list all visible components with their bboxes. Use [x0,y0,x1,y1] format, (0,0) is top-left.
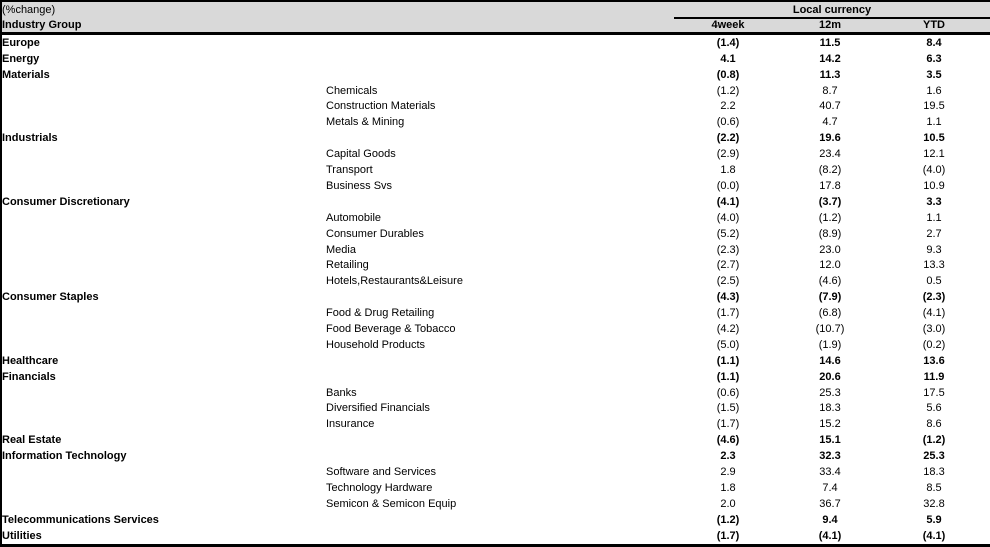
cell-4week: (1.7) [716,529,740,542]
cell-ytd: (2.3) [922,291,946,304]
cell-12m: 14.6 [819,354,841,367]
row-group-label [1,99,326,115]
row-group-label: Consumer Discretionary [2,195,130,208]
row-group-label [1,464,326,480]
cell-4week: (1.5) [716,402,740,415]
cell-ytd: 8.6 [926,418,942,431]
row-sector-label: Software and Services [326,465,437,478]
cell-12m: 14.2 [819,52,841,65]
cell-ytd: (0.2) [922,338,946,351]
cell-ytd: 18.3 [923,465,945,478]
cell-4week: 2.2 [720,100,736,113]
row-sector-label: Food & Drug Retailing [326,307,435,320]
cell-4week: (2.2) [716,132,740,145]
cell-12m: 18.3 [819,402,841,415]
table-row [1,416,990,432]
row-group-label [1,114,326,130]
cell-4week: (0.6) [716,386,740,399]
cell-4week: 1.8 [720,164,736,177]
percent-change-note: (%change) [1,1,326,18]
table-row [1,242,990,258]
cell-ytd: 12.1 [923,148,945,161]
table-row [1,83,990,99]
row-sector-label: Hotels,Restaurants&Leisure [326,275,463,288]
row-sector-label [326,528,674,546]
cell-ytd: 3.5 [926,68,942,81]
cell-ytd: 1.6 [926,84,942,97]
cell-4week: (4.2) [716,322,740,335]
currency-group-header: Local currency [674,1,990,18]
row-sector-label [326,51,674,67]
row-group-label: Information Technology [2,450,127,463]
row-sector-label [326,448,674,464]
row-group-label: Utilities [2,529,42,542]
cell-ytd: 5.6 [926,402,942,415]
table-row [1,67,990,83]
header-spacer [326,18,674,33]
table-row [1,130,990,146]
table-row [1,289,990,305]
table-row [1,162,990,178]
table-row [1,496,990,512]
cell-4week: 2.0 [720,497,736,510]
cell-12m: 33.4 [819,465,841,478]
cell-12m: 40.7 [819,100,841,113]
cell-ytd: 9.3 [926,243,942,256]
cell-12m: 25.3 [819,386,841,399]
table-row [1,528,990,546]
cell-12m: (8.9) [818,227,842,240]
row-sector-label [326,353,674,369]
cell-12m: 17.8 [819,179,841,192]
industry-group-header: Industry Group [1,18,326,33]
table-row [1,369,990,385]
cell-12m: 15.1 [819,434,841,447]
table-row [1,512,990,528]
row-sector-label [326,194,674,210]
cell-12m: 9.4 [822,513,838,526]
cell-4week: (5.2) [716,227,740,240]
cell-4week: (2.9) [716,148,740,161]
table-row [1,226,990,242]
row-sector-label [326,67,674,83]
cell-12m: 11.5 [819,36,841,49]
row-group-label [1,480,326,496]
cell-12m: 23.4 [819,148,841,161]
row-group-label [1,305,326,321]
cell-12m: (1.2) [818,211,842,224]
cell-12m: 11.3 [819,68,841,81]
row-group-label [1,385,326,401]
cell-ytd: (1.2) [922,434,946,447]
header-row-columns [1,18,990,33]
cell-ytd: 13.3 [923,259,945,272]
table-row [1,178,990,194]
row-group-label [1,273,326,289]
cell-ytd: 17.5 [923,386,945,399]
cell-ytd: 5.9 [926,513,942,526]
cell-ytd: (3.0) [922,322,946,335]
table-row [1,337,990,353]
cell-12m: 36.7 [819,497,841,510]
cell-4week: (1.4) [716,36,740,49]
cell-12m: 12.0 [819,259,841,272]
cell-ytd: 11.9 [923,370,945,383]
table-row [1,210,990,226]
row-sector-label: Banks [326,386,357,399]
row-sector-label [326,369,674,385]
row-sector-label: Chemicals [326,84,378,97]
table-row [1,480,990,496]
table-row [1,448,990,464]
cell-4week: (4.0) [716,211,740,224]
cell-12m: (6.8) [818,307,842,320]
row-sector-label [326,33,674,51]
row-sector-label [326,512,674,528]
table-row [1,353,990,369]
row-sector-label [326,432,674,448]
row-sector-label: Capital Goods [326,148,396,161]
row-group-label [1,321,326,337]
cell-4week: 4.1 [720,52,736,65]
column-header-ytd: YTD [878,18,990,33]
cell-4week: (0.8) [716,68,740,81]
cell-4week: (0.0) [716,179,740,192]
cell-4week: (4.3) [716,291,740,304]
table-row [1,305,990,321]
table-row [1,273,990,289]
row-sector-label: Retailing [326,259,369,272]
cell-12m: 8.7 [822,84,838,97]
cell-4week: (2.7) [716,259,740,272]
row-sector-label: Food Beverage & Tobacco [326,322,456,335]
cell-ytd: (4.1) [922,307,946,320]
cell-ytd: 25.3 [923,450,945,463]
row-group-label [1,496,326,512]
cell-ytd: 2.7 [926,227,942,240]
header-row-currency [1,1,990,18]
cell-ytd: 32.8 [923,497,945,510]
cell-12m: 23.0 [819,243,841,256]
row-group-label [1,257,326,273]
cell-4week: (1.1) [716,354,740,367]
row-sector-label [326,289,674,305]
cell-12m: (7.9) [818,291,842,304]
row-group-label [1,83,326,99]
row-group-label: Healthcare [2,354,59,367]
cell-4week: (1.2) [716,513,740,526]
cell-4week: 2.9 [720,465,736,478]
row-group-label: Materials [2,68,50,81]
cell-12m: 15.2 [819,418,841,431]
table-header [1,1,990,33]
row-group-label: Energy [2,52,40,65]
table-row [1,194,990,210]
row-group-label [1,162,326,178]
cell-12m: 7.4 [822,481,838,494]
cell-12m: (4.1) [818,529,842,542]
cell-ytd: 19.5 [923,100,945,113]
table-row [1,51,990,67]
table-row [1,385,990,401]
row-sector-label: Insurance [326,418,375,431]
cell-12m: 19.6 [819,132,841,145]
cell-4week: (1.7) [716,418,740,431]
cell-ytd: 8.4 [926,36,942,49]
cell-4week: (4.6) [716,434,740,447]
cell-ytd: 10.5 [923,132,945,145]
row-group-label [1,146,326,162]
cell-ytd: 0.5 [926,275,942,288]
row-sector-label: Metals & Mining [326,116,405,129]
row-sector-label: Semicon & Semicon Equip [326,497,457,510]
row-sector-label: Technology Hardware [326,481,433,494]
cell-4week: (1.1) [716,370,740,383]
cell-ytd: (4.0) [922,164,946,177]
row-sector-label: Consumer Durables [326,227,424,240]
row-group-label [1,178,326,194]
table-row [1,432,990,448]
row-group-label: Industrials [2,132,58,145]
row-group-label [1,226,326,242]
cell-4week: (4.1) [716,195,740,208]
table-row [1,99,990,115]
cell-ytd: 10.9 [923,179,945,192]
row-group-label [1,400,326,416]
table-row [1,257,990,273]
cell-ytd: 1.1 [926,211,942,224]
cell-12m: (10.7) [815,322,845,335]
cell-ytd: (4.1) [922,529,946,542]
row-sector-label: Household Products [326,338,426,351]
cell-ytd: 3.3 [926,195,942,208]
cell-4week: (1.2) [716,84,740,97]
row-group-label [1,210,326,226]
cell-ytd: 1.1 [926,116,942,129]
table-row [1,33,990,51]
cell-4week: 1.8 [720,481,736,494]
row-group-label [1,416,326,432]
cell-12m: 20.6 [819,370,841,383]
table-row [1,146,990,162]
row-sector-label: Diversified Financials [326,402,430,415]
cell-4week: (2.3) [716,243,740,256]
cell-12m: (3.7) [818,195,842,208]
row-sector-label: Automobile [326,211,382,224]
cell-4week: (0.6) [716,116,740,129]
row-group-label: Financials [2,370,56,383]
row-group-label: Real Estate [2,434,62,447]
cell-4week: (1.7) [716,307,740,320]
column-header-4week: 4week [674,18,782,33]
table-row [1,114,990,130]
row-sector-label: Transport [326,164,373,177]
table-row [1,400,990,416]
column-header-12m: 12m [782,18,878,33]
cell-12m: (8.2) [818,164,842,177]
row-group-label [1,337,326,353]
row-group-label: Consumer Staples [2,291,99,304]
row-group-label: Europe [2,36,40,49]
cell-ytd: 8.5 [926,481,942,494]
table-body [1,33,990,546]
row-group-label [1,242,326,258]
row-group-label: Telecommunications Services [2,513,159,526]
cell-12m: 4.7 [822,116,838,129]
row-sector-label: Media [326,243,356,256]
cell-ytd: 6.3 [926,52,942,65]
row-sector-label: Construction Materials [326,100,436,113]
cell-4week: 2.3 [720,450,736,463]
cell-4week: (5.0) [716,338,740,351]
cell-12m: 32.3 [819,450,841,463]
table-row [1,321,990,337]
cell-4week: (2.5) [716,275,740,288]
row-sector-label: Business Svs [326,179,393,192]
row-sector-label [326,130,674,146]
cell-12m: (4.6) [818,275,842,288]
header-spacer [326,1,674,18]
table-row [1,464,990,480]
cell-ytd: 13.6 [923,354,945,367]
cell-12m: (1.9) [818,338,842,351]
